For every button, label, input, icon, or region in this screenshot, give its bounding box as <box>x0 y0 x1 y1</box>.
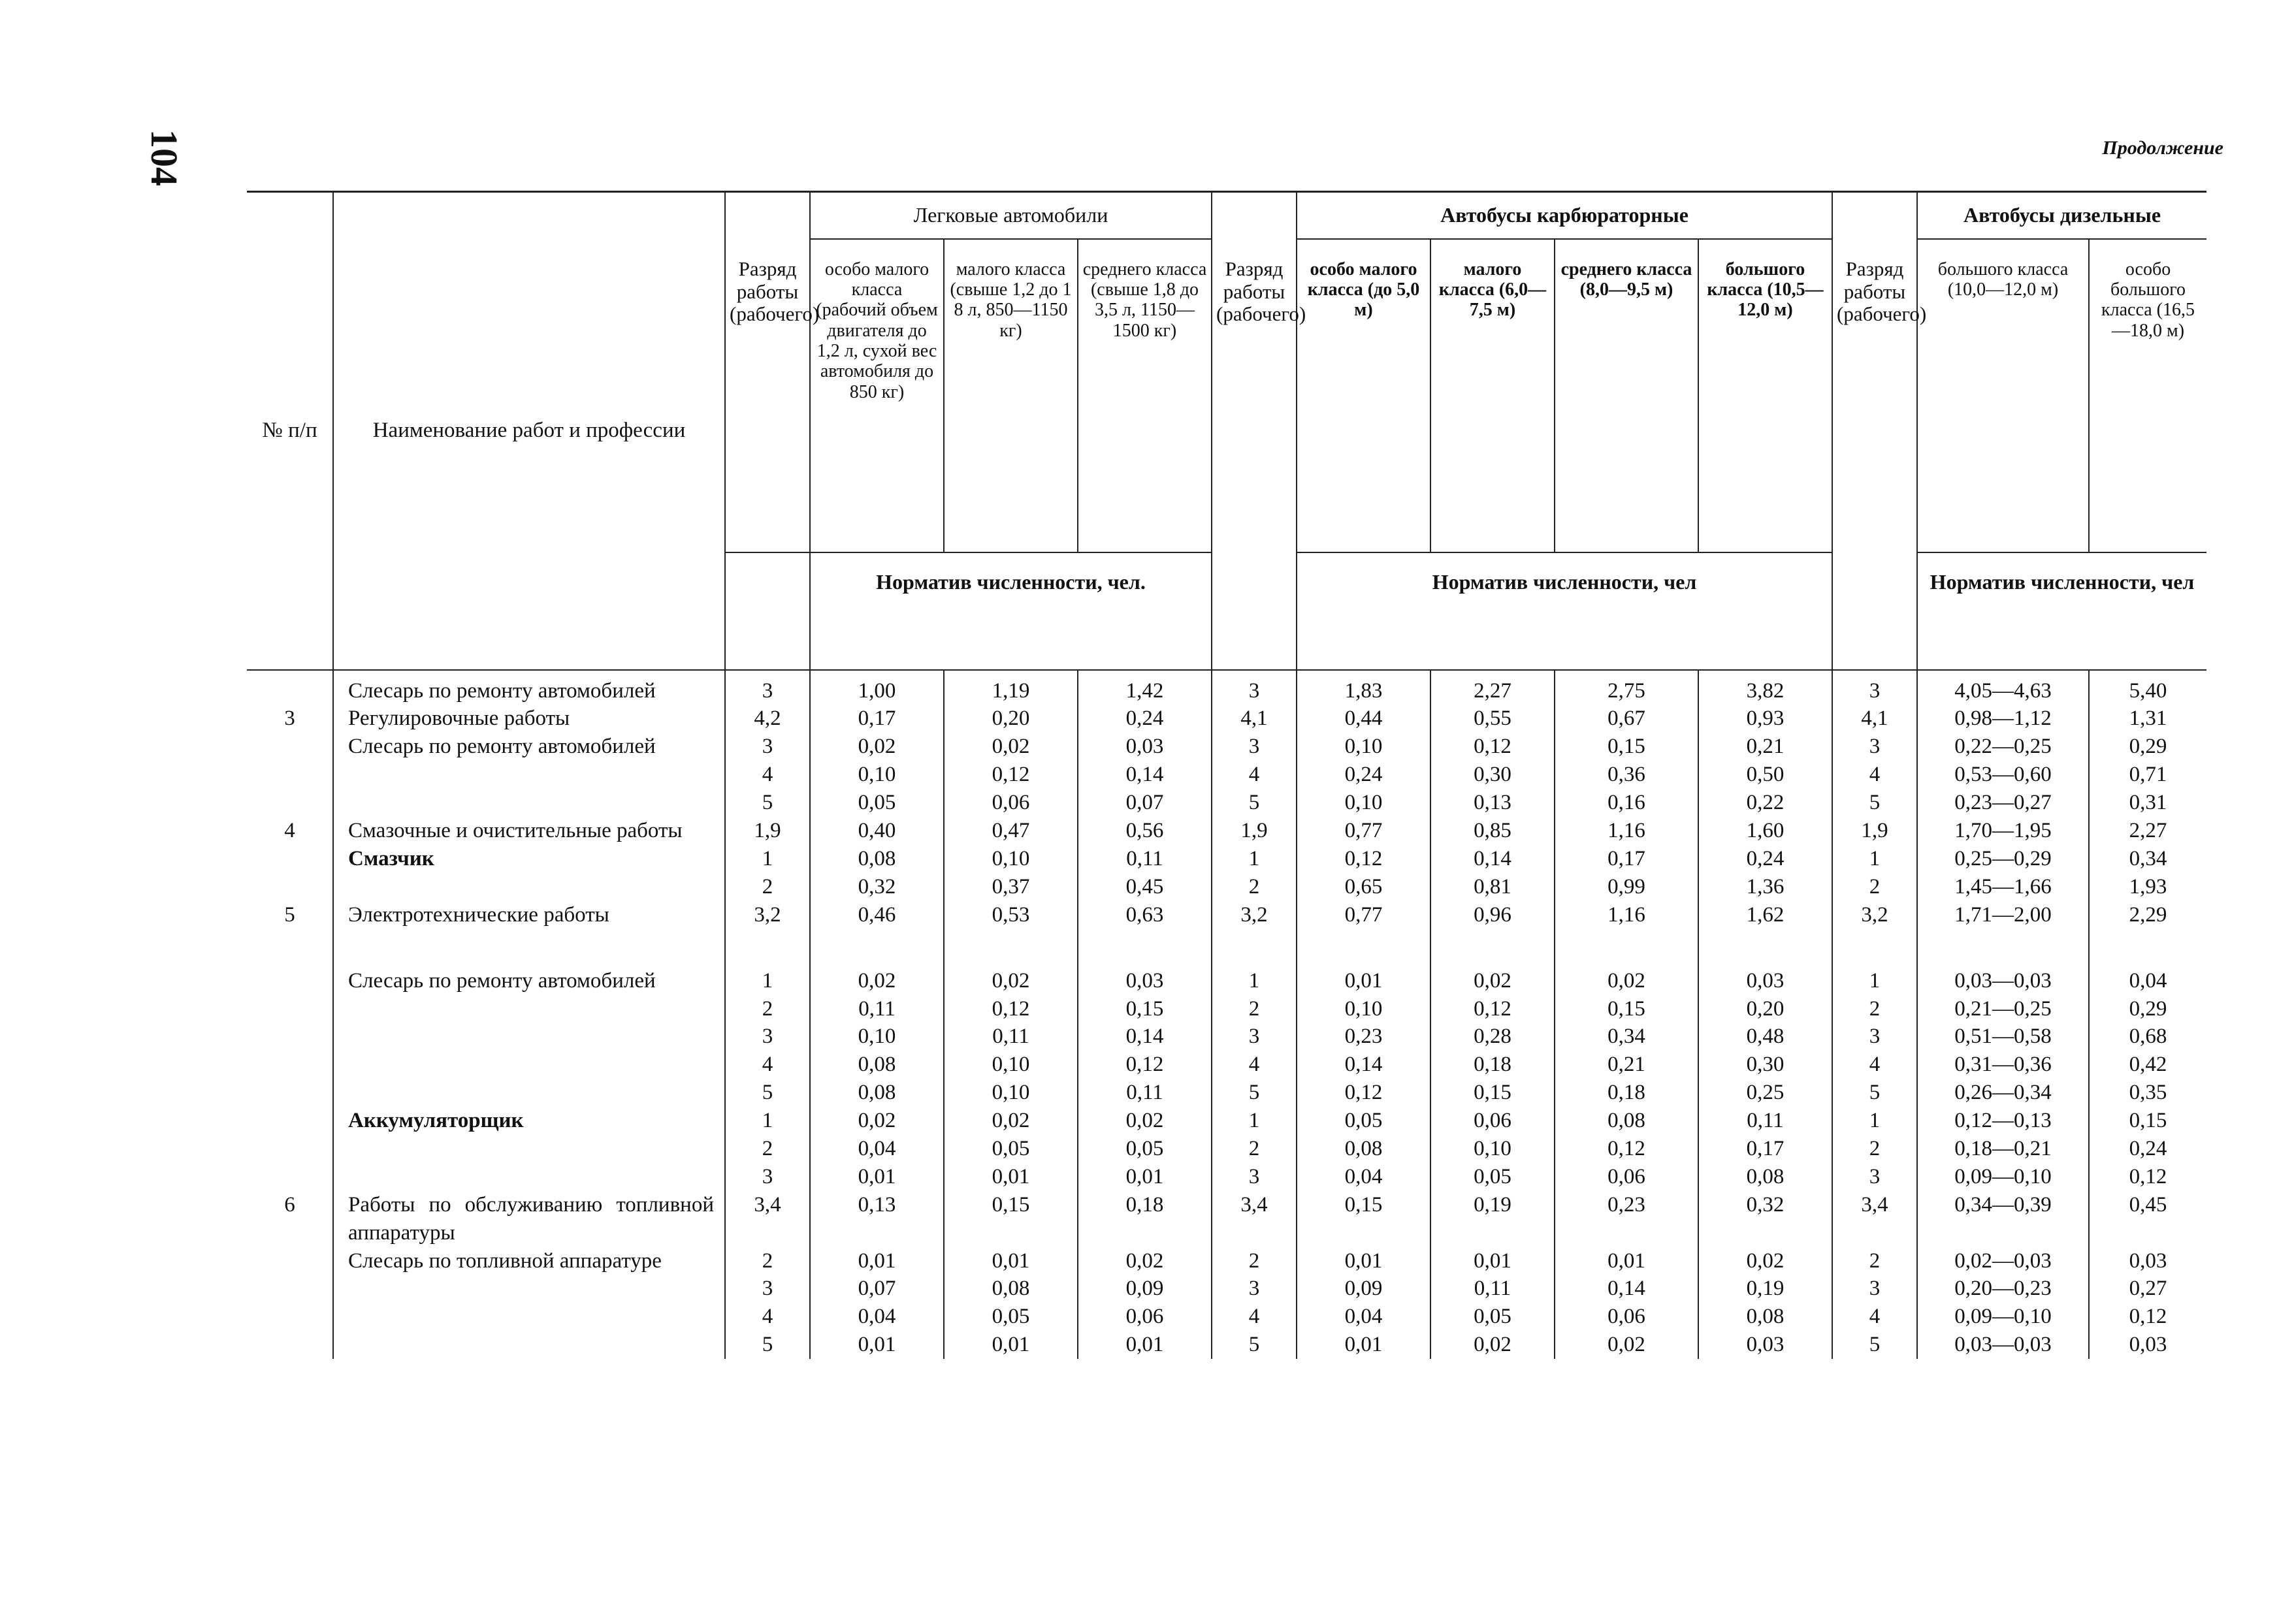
table-row <box>247 817 2206 845</box>
value-car-medium: 0,02 0,05 0,01 <box>1078 1107 1212 1191</box>
value-car-medium: 0,03 0,15 0,14 0,12 0,11 <box>1078 967 1212 1107</box>
value-car-medium: 1,42 <box>1078 670 1212 705</box>
value-bus-carb-medium: 0,15 0,36 0,16 <box>1555 733 1698 817</box>
value-bus-carb-medium: 0,02 0,15 0,34 0,21 0,18 <box>1555 967 1698 1107</box>
value-bus-carb-medium: 0,01 0,14 0,06 0,02 <box>1555 1247 1698 1360</box>
value-car-small: 0,01 0,08 0,05 0,01 <box>944 1247 1078 1360</box>
value-bus-carb-medium: 1,16 <box>1555 817 1698 845</box>
value-bus-diesel-large: 0,22—0,25 0,53—0,60 0,23—0,27 <box>1917 733 2089 817</box>
value-car-medium: 0,11 0,45 <box>1078 845 1212 901</box>
table-body <box>247 670 2206 1359</box>
continuation-label: Продолжение <box>2102 137 2223 159</box>
rank-bus-carb: 3 <box>1212 670 1297 705</box>
value-bus-carb-large: 0,02 0,19 0,08 0,03 <box>1698 1247 1832 1360</box>
value-bus-carb-small: 0,85 <box>1430 817 1555 845</box>
row-name: Работы по обслуживанию топливной аппаратуры <box>333 1191 725 1247</box>
row-name: Регулировочные работы <box>333 705 725 733</box>
row-number: 5 <box>284 902 295 927</box>
value-bus-carb-large: 0,93 <box>1698 705 1832 733</box>
value-car-medium: 0,18 <box>1078 1191 1212 1247</box>
row-name: Смазочные и очистительные работы <box>333 817 725 845</box>
row-number: 3 <box>284 707 295 731</box>
row-number <box>247 845 333 901</box>
table-row <box>247 670 2206 705</box>
value-car-extra-small: 0,17 <box>810 705 944 733</box>
row-name: Электротехнические работы <box>333 901 725 929</box>
value-bus-carb-extra-small: 0,77 <box>1297 901 1430 929</box>
rank-bus-carb: 3,2 <box>1212 901 1297 929</box>
value-bus-carb-small: 0,96 <box>1430 901 1555 929</box>
value-bus-carb-extra-small: 0,15 <box>1297 1191 1430 1247</box>
rank-bus-diesel: 3 4 5 <box>1832 733 1917 817</box>
table-row <box>247 1107 2206 1191</box>
rank-cars: 1,9 <box>725 817 810 845</box>
value-bus-diesel-large: 0,25—0,29 1,45—1,66 <box>1917 845 2089 901</box>
row-number: 6 <box>284 1192 295 1217</box>
row-name: Смазчик <box>333 845 725 901</box>
table-row <box>247 901 2206 929</box>
value-bus-carb-small: 0,02 0,12 0,28 0,18 0,15 <box>1430 967 1555 1107</box>
value-car-extra-small: 0,02 0,11 0,10 0,08 0,08 <box>810 967 944 1107</box>
value-bus-diesel-extra-large: 2,29 <box>2089 901 2206 929</box>
col-header-bus-diesel-large: большого класса (10,0—12,0 м) <box>1917 239 2089 552</box>
col-header-car-small: малого класса (свыше 1,2 до 1 8 л, 850—1150 кг) <box>944 239 1078 552</box>
value-bus-carb-medium: 0,67 <box>1555 705 1698 733</box>
value-car-medium: 0,63 <box>1078 901 1212 929</box>
col-header-bus-carb-large: большого класса (10,5—12,0 м) <box>1698 239 1832 552</box>
value-bus-carb-medium: 0,17 0,99 <box>1555 845 1698 901</box>
value-bus-carb-medium: 0,23 <box>1555 1191 1698 1247</box>
rank-cars: 3 4 5 <box>725 733 810 817</box>
col-header-bus-carb-extra-small: особо малого класса (до 5,0 м) <box>1297 239 1430 552</box>
value-bus-carb-small: 2,27 <box>1430 670 1555 705</box>
value-bus-diesel-extra-large: 0,29 0,71 0,31 <box>2089 733 2206 817</box>
col-header-car-extra-small: особо малого класса (рабочий объем двигателя до 1,2 л, сухой вес автомобиля до 850 кг) <box>810 239 944 552</box>
rank-bus-diesel: 3,4 <box>1832 1191 1917 1247</box>
value-car-small: 0,20 <box>944 705 1078 733</box>
row-number <box>247 1247 333 1360</box>
rank-bus-diesel: 1,9 <box>1832 817 1917 845</box>
row-name: Аккумуляторщик <box>333 1107 725 1191</box>
rank-bus-diesel: 3 <box>1832 670 1917 705</box>
value-car-extra-small: 0,08 0,32 <box>810 845 944 901</box>
value-bus-carb-small: 0,55 <box>1430 705 1555 733</box>
rank-bus-diesel: 3,2 <box>1832 901 1917 929</box>
staffing-norms-table <box>247 191 2206 1359</box>
value-bus-diesel-large: 0,34—0,39 <box>1917 1191 2089 1247</box>
value-car-small: 0,02 0,05 0,01 <box>944 1107 1078 1191</box>
rank-cars: 2 3 4 5 <box>725 1247 810 1360</box>
value-bus-diesel-large: 0,03—0,03 0,21—0,25 0,51—0,58 0,31—0,36 0,26—0,34 <box>1917 967 2089 1107</box>
rank-bus-carb: 2 3 4 5 <box>1212 1247 1297 1360</box>
value-car-medium: 0,56 <box>1078 817 1212 845</box>
value-bus-carb-small: 0,14 0,81 <box>1430 845 1555 901</box>
value-bus-carb-small: 0,06 0,10 0,05 <box>1430 1107 1555 1191</box>
value-car-extra-small: 0,46 <box>810 901 944 929</box>
value-bus-carb-extra-small: 1,83 <box>1297 670 1430 705</box>
rank-bus-diesel: 1 2 3 <box>1832 1107 1917 1191</box>
table-row <box>247 733 2206 817</box>
value-bus-diesel-large: 1,71—2,00 <box>1917 901 2089 929</box>
rank-cars: 3 <box>725 670 810 705</box>
table-row <box>247 967 2206 1107</box>
group-header-cars: Легковые автомобили <box>810 192 1212 239</box>
value-bus-carb-large: 0,11 0,17 0,08 <box>1698 1107 1832 1191</box>
rank-bus-carb: 3 4 5 <box>1212 733 1297 817</box>
value-bus-carb-small: 0,12 0,30 0,13 <box>1430 733 1555 817</box>
page-number: 104 <box>143 129 186 186</box>
rank-bus-diesel: 4,1 <box>1832 705 1917 733</box>
rank-bus-carb: 1 2 <box>1212 845 1297 901</box>
value-bus-carb-extra-small: 0,12 0,65 <box>1297 845 1430 901</box>
col-header-bus-carb-small: малого класса (6,0—7,5 м) <box>1430 239 1555 552</box>
value-bus-diesel-extra-large: 0,15 0,24 0,12 <box>2089 1107 2206 1191</box>
col-header-rank-bus-carb: Разряд работы (рабочего) <box>1212 192 1297 670</box>
value-bus-carb-large: 0,03 0,20 0,48 0,30 0,25 <box>1698 967 1832 1107</box>
value-car-extra-small: 0,02 0,10 0,05 <box>810 733 944 817</box>
table-row <box>247 1247 2206 1360</box>
value-car-small: 0,15 <box>944 1191 1078 1247</box>
value-bus-diesel-extra-large: 0,45 <box>2089 1191 2206 1247</box>
rank-bus-carb: 1,9 <box>1212 817 1297 845</box>
value-car-medium: 0,03 0,14 0,07 <box>1078 733 1212 817</box>
rank-cars: 1 2 3 <box>725 1107 810 1191</box>
rank-cars: 3,2 <box>725 901 810 929</box>
value-car-extra-small: 1,00 <box>810 670 944 705</box>
rank-cars: 1 2 <box>725 845 810 901</box>
value-bus-carb-extra-small: 0,01 0,09 0,04 0,01 <box>1297 1247 1430 1360</box>
value-bus-carb-large: 1,60 <box>1698 817 1832 845</box>
rank-cars: 1 2 3 4 5 <box>725 967 810 1107</box>
col-header-car-medium: среднего класса (свыше 1,8 до 3,5 л, 1150—1500 кг) <box>1078 239 1212 552</box>
norm-header-bus-carb: Норматив численности, чел <box>1297 552 1832 670</box>
value-car-small: 0,10 0,37 <box>944 845 1078 901</box>
norm-header-bus-diesel: Норматив численности, чел <box>1917 552 2206 670</box>
row-number <box>247 670 333 705</box>
group-header-bus-carb: Автобусы карбюраторные <box>1297 192 1832 239</box>
value-bus-carb-small: 0,19 <box>1430 1191 1555 1247</box>
row-number <box>247 967 333 1107</box>
table-row <box>247 845 2206 901</box>
value-car-extra-small: 0,01 0,07 0,04 0,01 <box>810 1247 944 1360</box>
value-bus-carb-medium: 1,16 <box>1555 901 1698 929</box>
row-name: Слесарь по топливной аппаратуре <box>333 1247 725 1360</box>
value-bus-carb-large: 0,24 1,36 <box>1698 845 1832 901</box>
table-row <box>247 1191 2206 1247</box>
value-car-small: 0,53 <box>944 901 1078 929</box>
value-bus-carb-medium: 0,08 0,12 0,06 <box>1555 1107 1698 1191</box>
value-bus-carb-medium: 2,75 <box>1555 670 1698 705</box>
rank-bus-diesel: 1 2 <box>1832 845 1917 901</box>
rank-bus-carb: 1 2 3 4 5 <box>1212 967 1297 1107</box>
value-bus-diesel-large: 0,98—1,12 <box>1917 705 2089 733</box>
value-bus-diesel-large: 0,02—0,03 0,20—0,23 0,09—0,10 0,03—0,03 <box>1917 1247 2089 1360</box>
value-car-small: 0,02 0,12 0,11 0,10 0,10 <box>944 967 1078 1107</box>
value-car-extra-small: 0,40 <box>810 817 944 845</box>
value-bus-carb-large: 1,62 <box>1698 901 1832 929</box>
rank-bus-diesel: 1 2 3 4 5 <box>1832 967 1917 1107</box>
value-car-small: 1,19 <box>944 670 1078 705</box>
rank-bus-carb: 4,1 <box>1212 705 1297 733</box>
row-name: Слесарь по ремонту автомобилей <box>333 967 725 1107</box>
value-bus-carb-extra-small: 0,05 0,08 0,04 <box>1297 1107 1430 1191</box>
row-name: Слесарь по ремонту автомобилей <box>333 670 725 705</box>
col-header-rank-cars: Разряд работы (рабочего) <box>725 192 810 552</box>
value-bus-diesel-extra-large: 0,04 0,29 0,68 0,42 0,35 <box>2089 967 2206 1107</box>
value-bus-carb-large: 3,82 <box>1698 670 1832 705</box>
value-bus-diesel-extra-large: 2,27 <box>2089 817 2206 845</box>
value-bus-diesel-extra-large: 1,31 <box>2089 705 2206 733</box>
value-bus-diesel-large: 0,12—0,13 0,18—0,21 0,09—0,10 <box>1917 1107 2089 1191</box>
value-bus-carb-extra-small: 0,44 <box>1297 705 1430 733</box>
row-number: 4 <box>284 819 295 843</box>
value-bus-diesel-large: 1,70—1,95 <box>1917 817 2089 845</box>
row-number <box>247 1107 333 1191</box>
rank-cars: 3,4 <box>725 1191 810 1247</box>
value-bus-diesel-large: 4,05—4,63 <box>1917 670 2089 705</box>
value-car-small: 0,47 <box>944 817 1078 845</box>
row-name: Слесарь по ремонту автомобилей <box>333 733 725 817</box>
value-bus-carb-extra-small: 0,77 <box>1297 817 1430 845</box>
col-header-rank-bus-diesel: Разряд работы (рабочего) <box>1832 192 1917 670</box>
value-car-medium: 0,02 0,09 0,06 0,01 <box>1078 1247 1212 1360</box>
value-car-extra-small: 0,13 <box>810 1191 944 1247</box>
rank-cars: 4,2 <box>725 705 810 733</box>
value-car-small: 0,02 0,12 0,06 <box>944 733 1078 817</box>
col-header-bus-diesel-extra-large: особо большого класса (16,5—18,0 м) <box>2089 239 2206 552</box>
group-header-bus-diesel: Автобусы дизельные <box>1917 192 2206 239</box>
value-bus-carb-small: 0,01 0,11 0,05 0,02 <box>1430 1247 1555 1360</box>
value-car-medium: 0,24 <box>1078 705 1212 733</box>
value-bus-diesel-extra-large: 5,40 <box>2089 670 2206 705</box>
row-number <box>247 733 333 817</box>
value-bus-diesel-extra-large: 0,34 1,93 <box>2089 845 2206 901</box>
col-header-bus-carb-medium: среднего класса (8,0—9,5 м) <box>1555 239 1698 552</box>
value-bus-diesel-extra-large: 0,03 0,27 0,12 0,03 <box>2089 1247 2206 1360</box>
rank-bus-carb: 3,4 <box>1212 1191 1297 1247</box>
col-header-name: Наименование работ и профессии <box>333 192 725 670</box>
rank-bus-carb: 1 2 3 <box>1212 1107 1297 1191</box>
row-spacer <box>247 929 2206 967</box>
value-car-extra-small: 0,02 0,04 0,01 <box>810 1107 944 1191</box>
norm-header-cars: Норматив численности, чел. <box>810 552 1212 670</box>
rank-bus-diesel: 2 3 4 5 <box>1832 1247 1917 1360</box>
value-bus-carb-large: 0,32 <box>1698 1191 1832 1247</box>
col-header-number: № п/п <box>247 192 333 670</box>
value-bus-carb-extra-small: 0,10 0,24 0,10 <box>1297 733 1430 817</box>
table-row <box>247 705 2206 733</box>
value-bus-carb-large: 0,21 0,50 0,22 <box>1698 733 1832 817</box>
value-bus-carb-extra-small: 0,01 0,10 0,23 0,14 0,12 <box>1297 967 1430 1107</box>
